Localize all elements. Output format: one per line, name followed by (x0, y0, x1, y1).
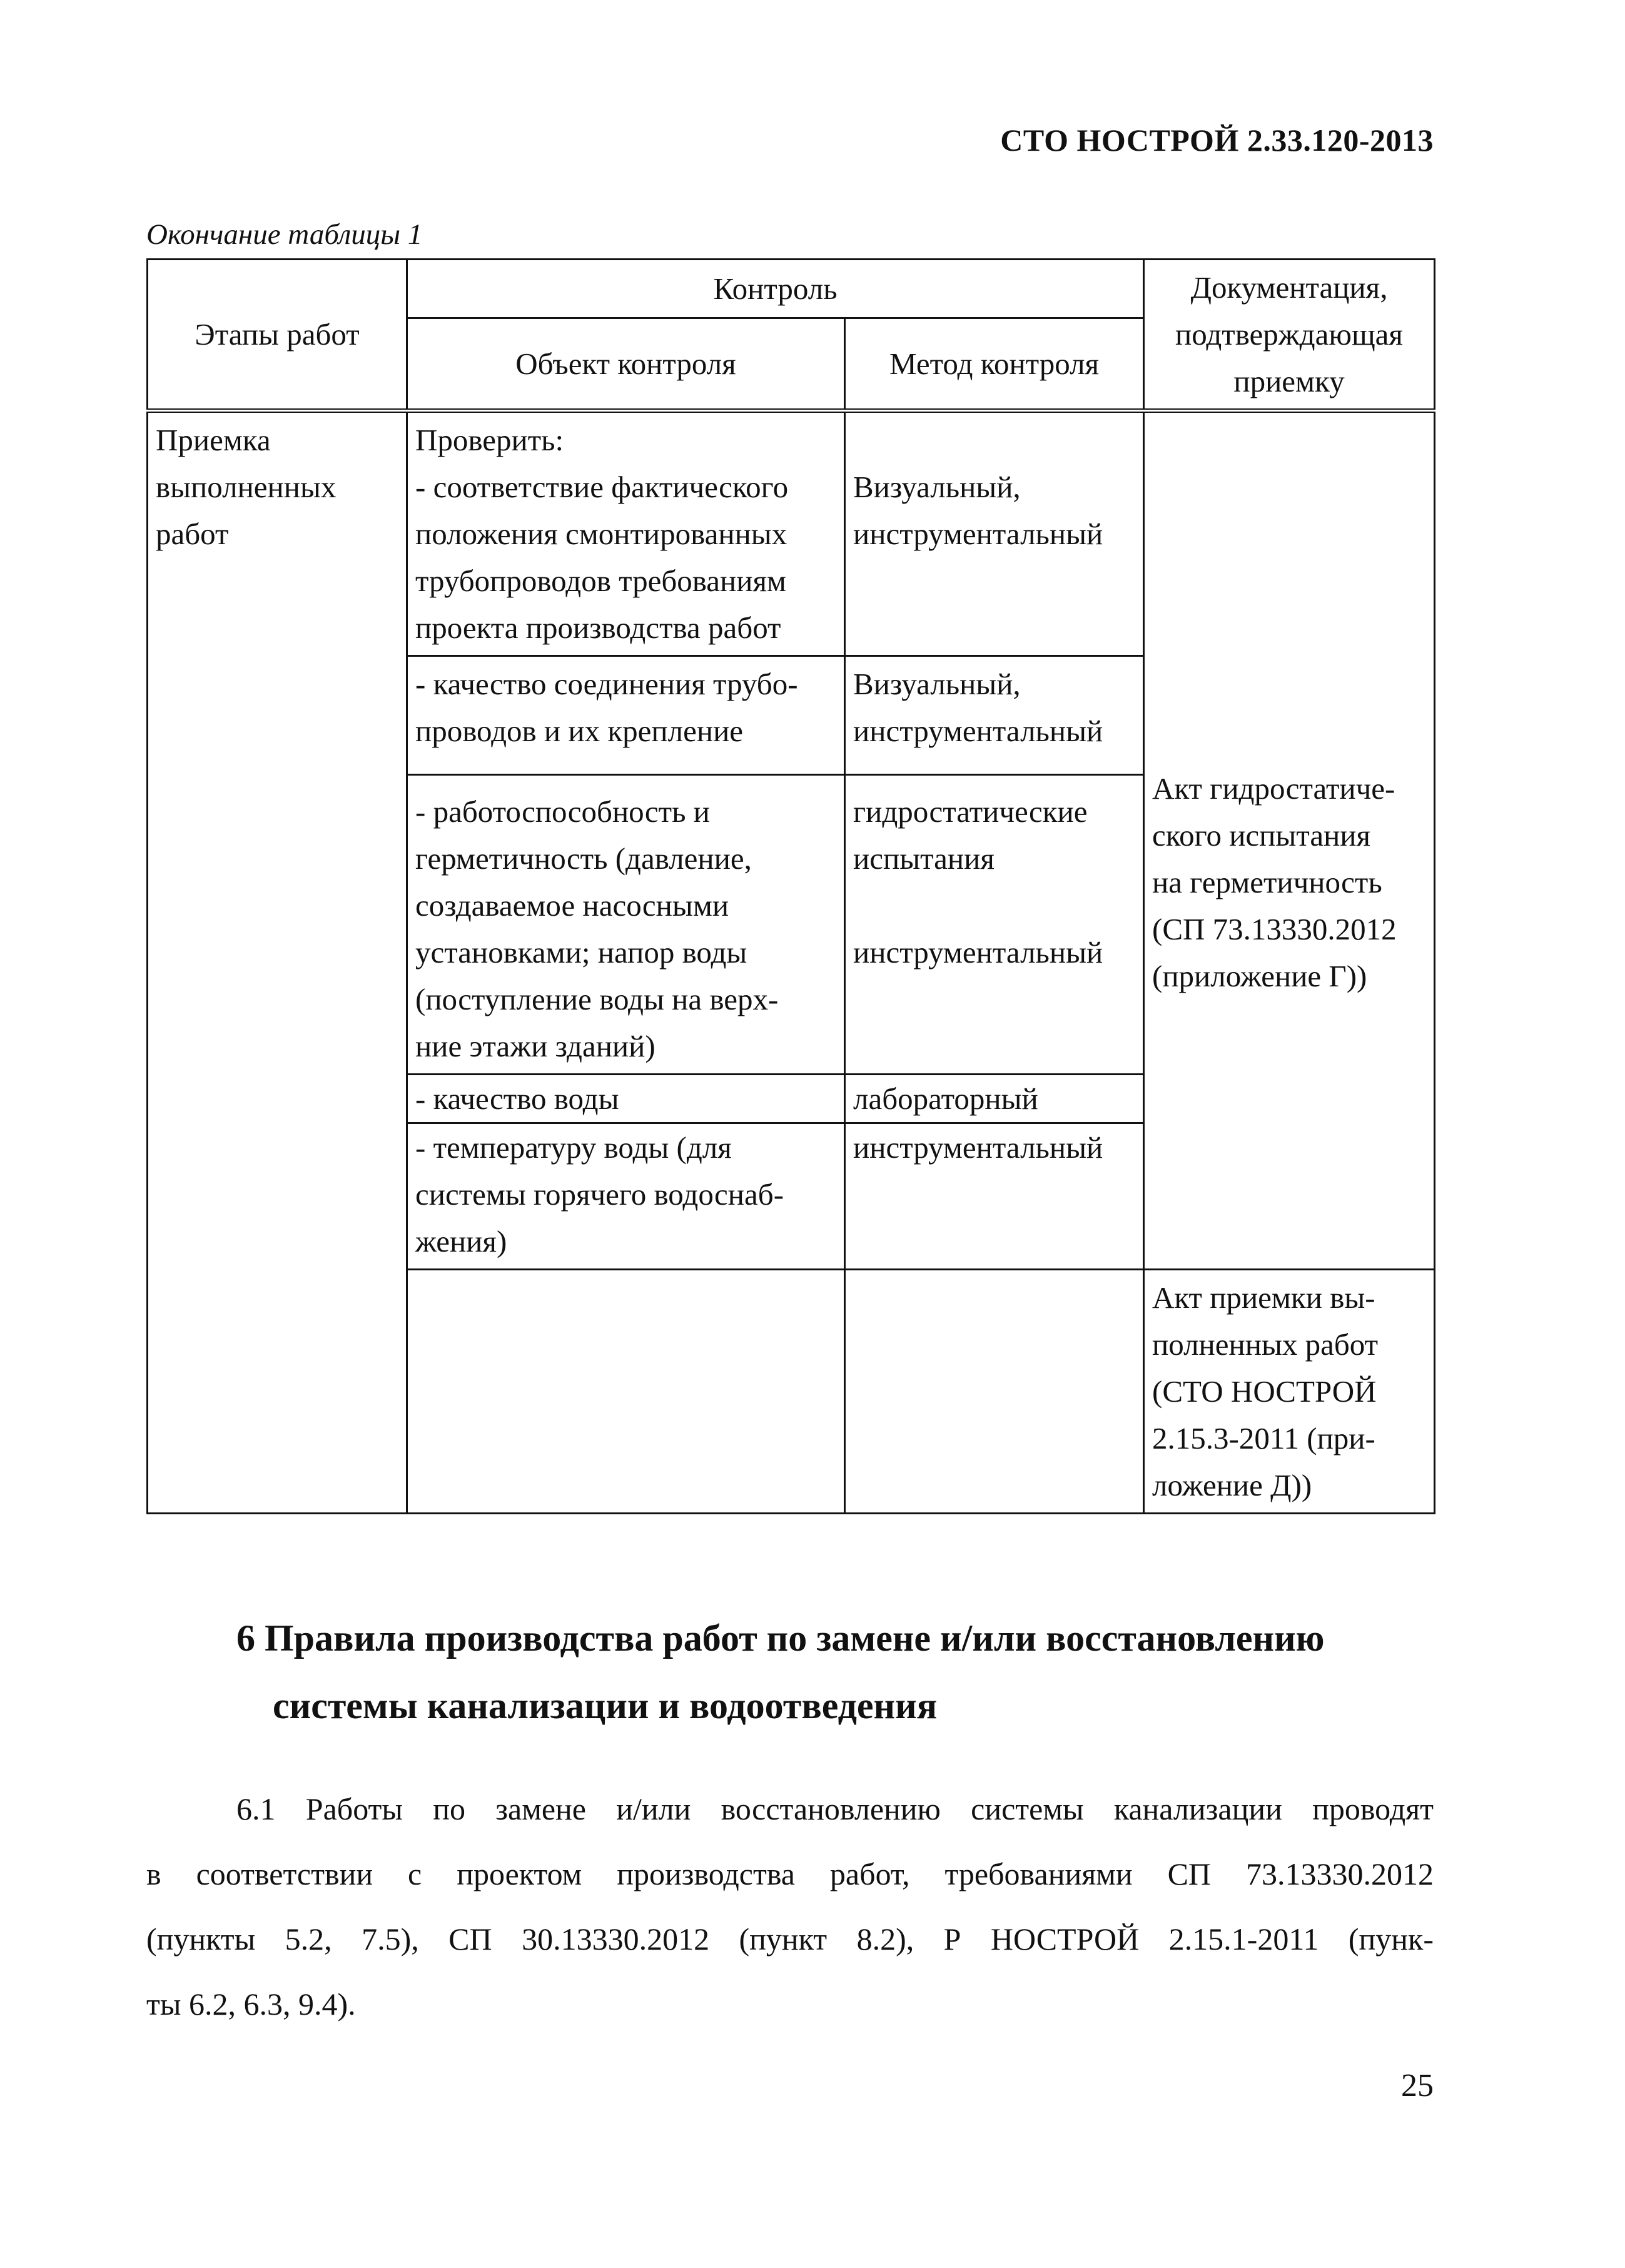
header-method (845, 318, 1144, 410)
method-cell (845, 775, 1144, 1075)
object-line: - температуру воды (для (415, 1130, 732, 1165)
documentation-line: (СП 73.13330.2012 (1152, 912, 1397, 946)
documentation-line: полненных работ (1152, 1327, 1379, 1362)
header-control-label: Контроль (713, 271, 838, 306)
stage-cell (148, 411, 407, 1514)
documentation-line: ложение Д)) (1152, 1468, 1312, 1502)
documentation-line: (СТО НОСТРОЙ (1152, 1374, 1377, 1409)
object-line: - качество соединения трубо- (415, 667, 798, 701)
object-line: создаваемое насосными (415, 888, 729, 923)
documentation-line: 2.15.3-2011 (при- (1152, 1421, 1375, 1455)
paragraph-line: 6.1 Работы по замене и/или восстановлению системы канализации проводят (236, 1791, 1434, 1826)
documentation-line: на герметичность (1152, 865, 1382, 899)
object-line: установками; напор воды (415, 935, 747, 969)
paragraph-line: ты 6.2, 6.3, 9.4). (146, 1987, 356, 2022)
object-cell (407, 1123, 845, 1270)
documentation-line: Акт приемки вы- (1152, 1280, 1375, 1315)
control-table (146, 258, 1435, 1514)
object-cell (407, 1270, 845, 1514)
object-line: проекта производства работ (415, 610, 781, 645)
method-line (853, 882, 1135, 929)
object-line: - качество воды (415, 1081, 619, 1116)
documentation-hydro-cell (1144, 411, 1435, 1270)
header-documentation-line: подтверждающая (1175, 317, 1403, 352)
object-line: трубопроводов требованиям (415, 564, 787, 598)
documentation-line: Акт гидростатиче- (1152, 771, 1395, 806)
method-line: Визуальный, (853, 667, 1021, 701)
method-line: Визуальный, (853, 470, 1021, 504)
method-cell (845, 411, 1144, 656)
object-cell (407, 656, 845, 775)
stage-line: Приемка (156, 423, 271, 457)
method-line: лабораторный (853, 1081, 1038, 1116)
table-row (148, 411, 1435, 656)
object-line: положения смонтированных (415, 517, 787, 551)
header-object (407, 318, 845, 410)
method-cell (845, 1270, 1144, 1514)
object-cell (407, 775, 845, 1075)
header-object-label: Объект контроля (515, 346, 736, 381)
object-line: - соответствие фактического (415, 470, 789, 504)
page-number: 25 (1401, 2068, 1434, 2103)
documentation-line: (приложение Г)) (1152, 959, 1367, 993)
document-code-header: СТО НОСТРОЙ 2.33.120-2013 (1000, 123, 1434, 158)
object-line: системы горячего водоснаб- (415, 1177, 784, 1212)
section-heading-line: системы канализации и водоотведения (273, 1685, 938, 1726)
method-cell (845, 1075, 1144, 1123)
object-line: жения) (415, 1224, 507, 1258)
method-line: инструментальный (853, 1130, 1103, 1165)
object-cell (407, 411, 845, 656)
object-cell (407, 1075, 845, 1123)
header-documentation-line: приемку (1233, 364, 1345, 398)
object-line: герметичность (давление, (415, 841, 752, 876)
object-line: (поступление воды на верх- (415, 982, 779, 1016)
header-control (407, 260, 1144, 318)
method-line: испытания (853, 841, 995, 876)
object-line: Проверить: (415, 423, 564, 457)
documentation-acceptance-cell (1144, 1270, 1435, 1514)
method-cell (845, 1123, 1144, 1270)
header-stages-label: Этапы работ (195, 317, 360, 352)
object-line: ние этажи зданий) (415, 1029, 656, 1063)
method-line: инструментальный (853, 517, 1103, 551)
paragraph-line: в соответствии с проектом производства работ, требованиями СП 73.13330.2012 (146, 1856, 1434, 1891)
stage-line: работ (156, 517, 229, 551)
method-line: инструментальный (853, 935, 1103, 969)
table-caption: Окончание таблицы 1 (146, 218, 423, 251)
section-heading (236, 1604, 1325, 1739)
stage-line: выполненных (156, 470, 337, 504)
header-method-label: Метод контроля (889, 346, 1100, 381)
documentation-line: ского испытания (1152, 818, 1371, 853)
section-heading-line: 6 Правила производства работ по замене и/или восстановлению (236, 1617, 1325, 1659)
paragraph-line: (пункты 5.2, 7.5), СП 30.13330.2012 (пункт 8.2), Р НОСТРОЙ 2.15.1-2011 (пунк- (146, 1921, 1434, 1957)
header-documentation (1144, 260, 1435, 411)
object-line: - работоспособность и (415, 794, 710, 829)
header-stages (148, 260, 407, 411)
object-line: проводов и их крепление (415, 714, 744, 748)
section-paragraph (146, 1776, 1434, 2037)
method-line: гидростатические (853, 794, 1088, 829)
header-documentation-line: Документация, (1190, 270, 1388, 305)
method-line: инструментальный (853, 714, 1103, 748)
method-cell (845, 656, 1144, 775)
